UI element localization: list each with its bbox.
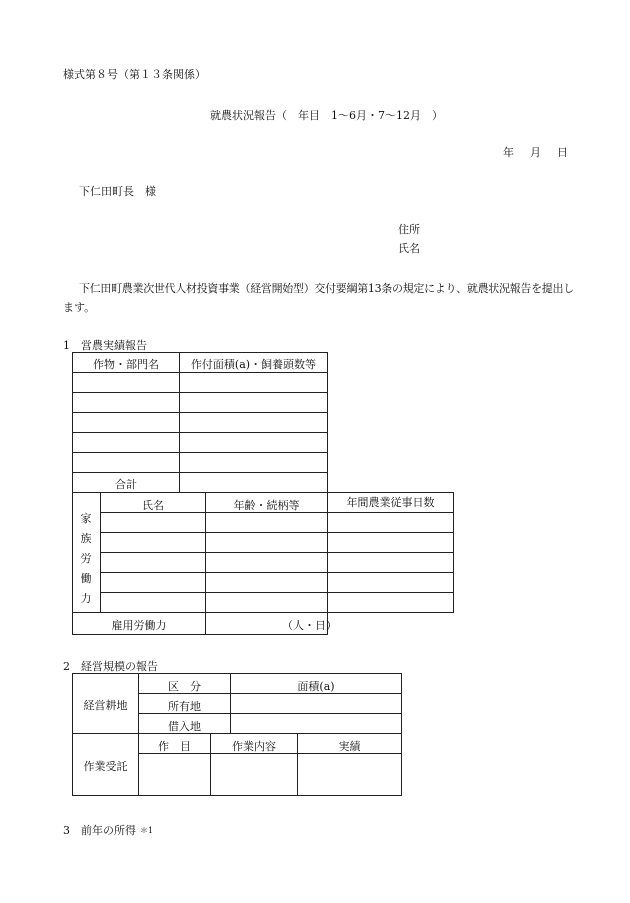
- land-row-owned: 所有地: [168, 700, 201, 713]
- addressee: 下仁田町長 様: [79, 185, 156, 198]
- work-group-label: 作業受託: [83, 760, 128, 773]
- section1-heading: 1 営農実績報告: [63, 339, 147, 352]
- address-label: 住所: [398, 223, 420, 236]
- land-header-area: 面積(a): [297, 680, 335, 693]
- document-title: 就農状況報告（ 年目 1〜6月・7〜12月 ）: [210, 109, 443, 122]
- family-side-char-3: 労: [80, 552, 92, 565]
- section2-heading: 2 経営規模の報告: [63, 660, 158, 673]
- family-side-char-1: 家: [80, 512, 92, 525]
- family-header-days: 年間農業従事日数: [346, 496, 435, 509]
- work-header-crop: 作 目: [158, 740, 191, 753]
- family-header-age: 年齢・続柄等: [233, 499, 300, 512]
- family-side-char-2: 族: [80, 532, 92, 545]
- crop-total-label: 合計: [115, 478, 137, 491]
- work-header-result: 実績: [338, 740, 361, 753]
- hired-labor-label: 雇用労働力: [111, 619, 167, 632]
- date-day: 日: [557, 146, 568, 159]
- family-side-char-5: 力: [80, 592, 92, 605]
- body-text-line1: 下仁田町農業次世代人材投資事業（経営開始型）交付要綱第13条の規定により、就農状況報告を提出し: [79, 282, 574, 295]
- land-group-label: 経営耕地: [83, 699, 128, 712]
- land-row-leased: 借入地: [168, 720, 201, 733]
- section3-heading: 3 前年の所得: [63, 824, 136, 837]
- form-number: 様式第８号（第１３条関係）: [63, 68, 206, 81]
- name-label: 氏名: [398, 242, 420, 255]
- family-header-name: 氏名: [142, 499, 164, 512]
- body-text-line2: ます。: [63, 301, 96, 314]
- land-header-kubun: 区 分: [168, 680, 201, 693]
- hired-labor-unit: （人・日）: [282, 619, 337, 632]
- date-year: 年: [503, 146, 514, 159]
- family-side-char-4: 働: [80, 572, 92, 585]
- section3-note: ＊1: [140, 826, 154, 835]
- date-month: 月: [530, 146, 541, 159]
- crop-header-name: 作物・部門名: [93, 358, 159, 371]
- work-header-content: 作業内容: [232, 740, 276, 753]
- crop-header-area: 作付面積(a)・飼養頭数等: [190, 358, 317, 371]
